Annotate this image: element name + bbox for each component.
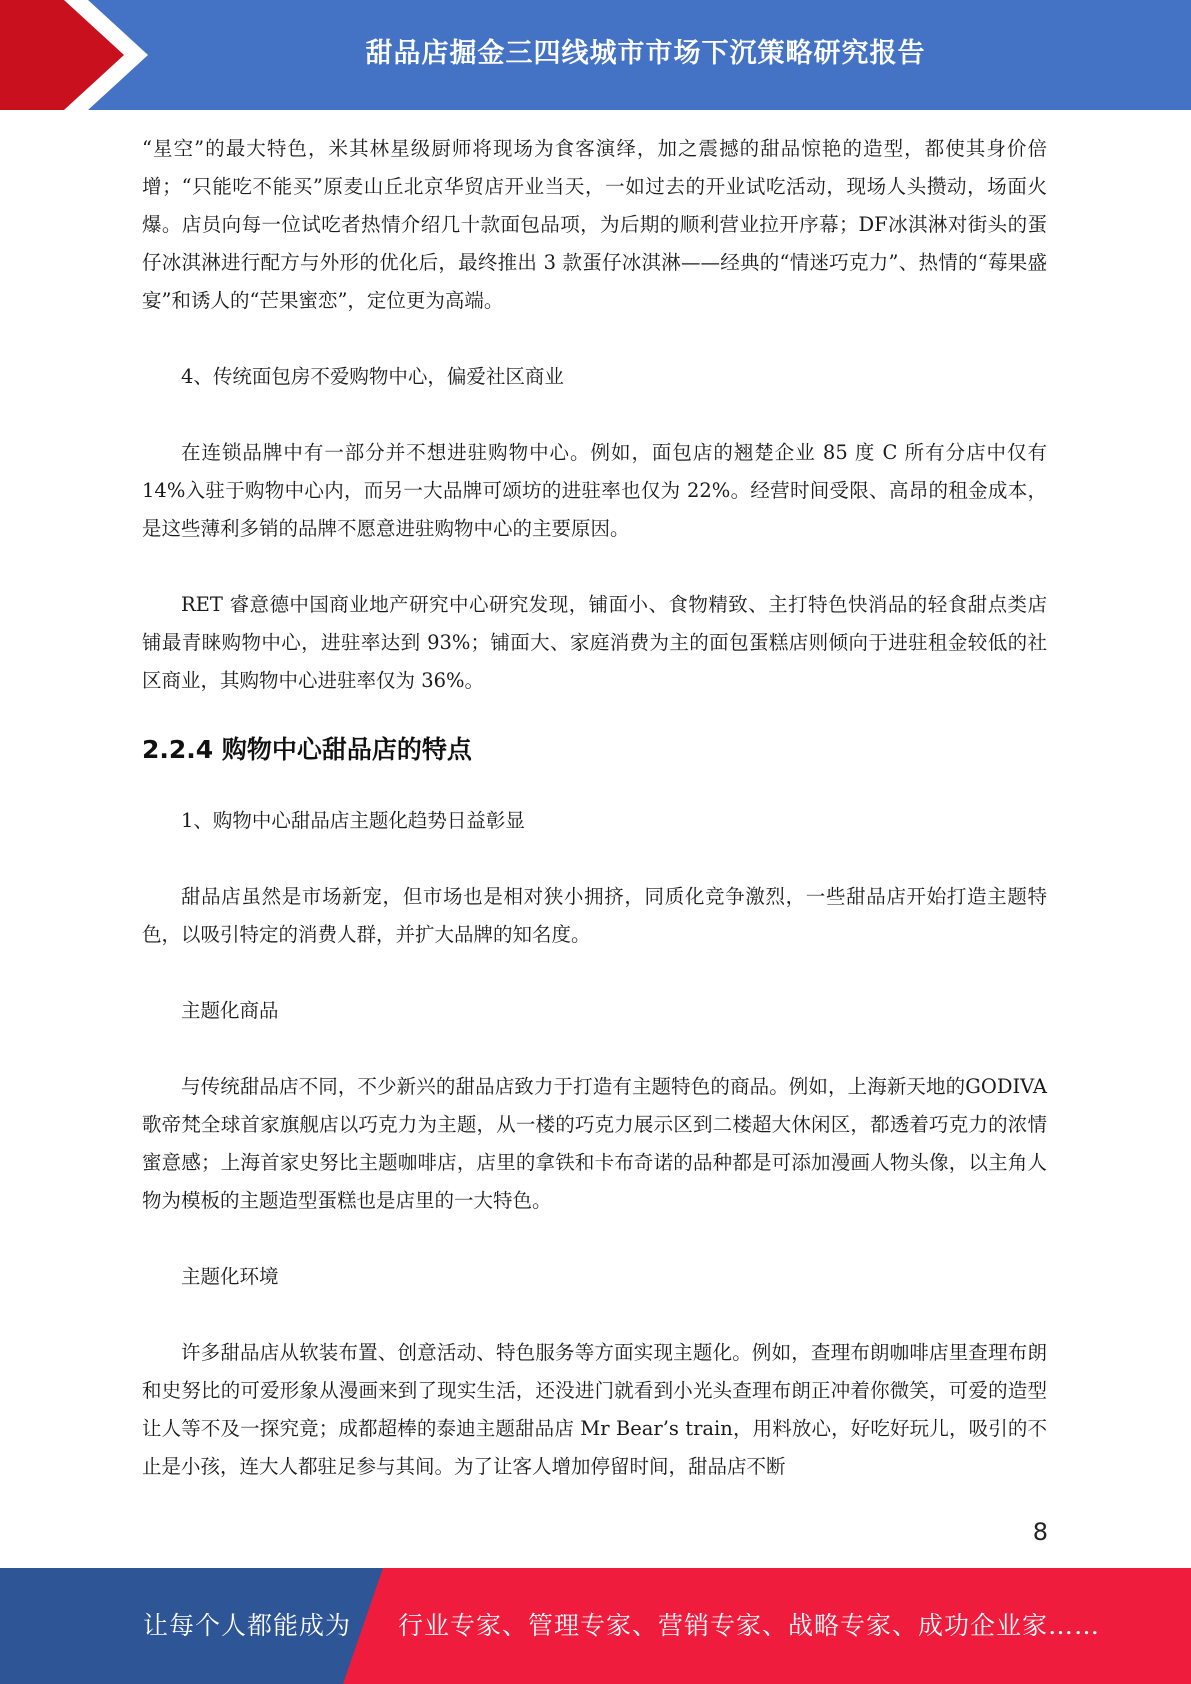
subsection-item-title: 4、传统面包房不爱购物中心，偏爱社区商业 [181,365,564,388]
page-number: 8 [1032,1518,1048,1546]
report-title: 甜品店掘金三四线城市市场下沉策略研究报告 [365,37,926,69]
footer-slogan: 让每个人都能成为 [143,1611,352,1640]
paragraph: RET 睿意德中国商业地产研究中心研究发现，铺面小、食物精致、主打特色快消品的轻食甜点类店铺最青睐购物中心，进驻率达到 93%；铺面大、家庭消费为主的面包蛋糕店则倾向于进驻租金较低的社区商业，其购物中心进驻率仅为 36%。 [142,593,1047,692]
paragraph: 在连锁品牌中有一部分并不想进驻购物中心。例如，面包店的翘楚企业 85 度 C 所有分店中仅有 14%入驻于购物中心内，而另一大品牌可颂坊的进驻率也仅为 22%。经营时间受限、高昂的租金成本，是这些薄利多销的品牌不愿意进驻购物中心的主要原因。 [142,441,1047,540]
topic-label: 主题化商品 [181,999,279,1022]
paragraph: 与传统甜品店不同，不少新兴的甜品店致力于打造有主题特色的商品。例如，上海新天地的GODIVA 歌帝梵全球首家旗舰店以巧克力为主题，从一楼的巧克力展示区到二楼超大休闲区，都透着巧克力的浓情蜜意感；上海首家史努比主题咖啡店，店里的拿铁和卡布奇诺的品种都是可添加漫画人物头像，以主角人物为模板的主题造型蛋糕也是店里的一大特色。 [142,1075,1047,1212]
page-footer [0,1568,1191,1684]
topic-label: 主题化环境 [181,1265,279,1288]
paragraph: “星空”的最大特色，米其林星级厨师将现场为食客演绎，加之震撼的甜品惊艳的造型，都使其身价倍增；“只能吃不能买”原麦山丘北京华贸店开业当天，一如过去的开业试吃活动，现场人头攒动，场面火爆。店员向每一位试吃者热情介绍几十款面包品项，为后期的顺利营业拉开序幕；DF冰淇淋对街头的蛋仔冰淇淋进行配方与外形的优化后，最终推出 3 款蛋仔冰淇淋——经典的“情迷巧克力”、热情的“莓果盛宴”和诱人的“芒果蜜恋”，定位更为高端。 [142,137,1047,312]
page-body [142,130,1047,1486]
paragraph: 许多甜品店从软装布置、创意活动、特色服务等方面实现主题化。例如，查理布朗咖啡店里查理布朗和史努比的可爱形象从漫画来到了现实生活，还没进门就看到小光头查理布朗正冲着你微笑，可爱的造型让人等不及一探究竟；成都超棒的泰迪主题甜品店 Mr Bear’s train，用料放心，好吃好玩儿，吸引的不止是小孩，连大人都驻足参与其间。为了让客人增加停留时间，甜品店不断 [142,1341,1047,1478]
paragraph: 甜品店虽然是市场新宠，但市场也是相对狭小拥挤，同质化竞争激烈，一些甜品店开始打造主题特色，以吸引特定的消费人群，并扩大品牌的知名度。 [142,885,1047,946]
section-heading: 2.2.4 购物中心甜品店的特点 [142,735,472,764]
page-header [0,0,1191,110]
footer-tagline: 行业专家、管理专家、营销专家、战略专家、成功企业家…… [398,1611,1101,1640]
subsection-item-title: 1、购物中心甜品店主题化趋势日益彰显 [181,809,525,832]
